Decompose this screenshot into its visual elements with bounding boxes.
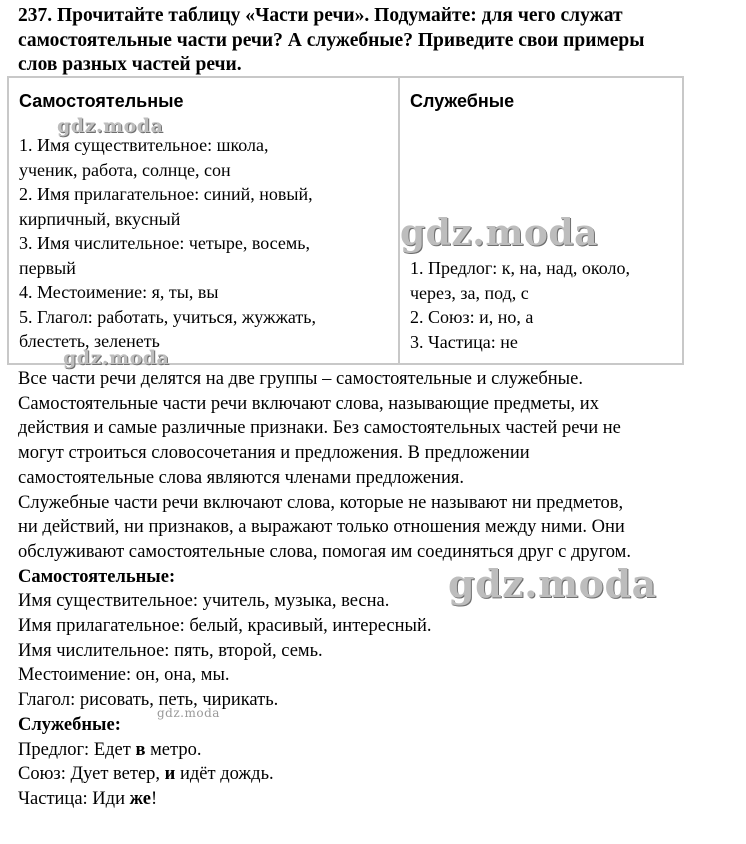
example-line: Имя прилагательное: белый, красивый, интересный. [18, 616, 432, 637]
table-line: через, за, под, с [410, 282, 529, 303]
example-suffix: ! [151, 788, 158, 809]
paragraph-line: Все части речи делятся на две группы – самостоятельные и служебные. [18, 369, 583, 389]
paragraph-line: самостоятельные слова являются членами предложения. [18, 467, 464, 488]
watermark: gdz.moda [400, 212, 598, 254]
heading-auxiliary: Служебные: [18, 714, 121, 735]
table-line: ученик, работа, солнце, сон [19, 159, 231, 180]
example-line: Местоимение: он, она, мы. [18, 665, 230, 686]
paragraph-line: Самостоятельные части речи включают слова, называющие предметы, их [18, 393, 599, 414]
paragraph-line: могут строиться словосочетания и предложения. В предложении [18, 443, 530, 464]
example-line [18, 762, 738, 787]
task-statement [18, 4, 738, 78]
example-line [18, 787, 738, 812]
table-line: 1. Имя существительное: школа, [19, 135, 269, 155]
watermark: gdz.moda [157, 706, 220, 720]
table-line: 5. Глагол: работать, учиться, жужжать, [19, 306, 316, 327]
paragraph-line: действия и самые различные признаки. Без самостоятельных частей речи не [18, 418, 621, 439]
example-prefix: Союз: Дует ветер, [18, 764, 165, 785]
example-line [18, 738, 738, 763]
parts-of-speech-table [7, 76, 684, 365]
table-line: 3. Имя числительное: четыре, восемь, [19, 233, 310, 253]
table-line: 1. Предлог: к, на, над, около, [410, 258, 630, 278]
table-line: первый [19, 257, 76, 278]
table-line: 2. Союз: и, но, а [410, 307, 534, 327]
example-suffix: идёт дождь. [175, 764, 274, 785]
example-line: Глагол: рисовать, петь, чирикать. [18, 690, 279, 711]
table-line: 2. Имя прилагательное: синий, новый, [19, 184, 313, 204]
watermark: gdz.moda [63, 347, 170, 369]
heading-independent: Самостоятельные: [18, 566, 176, 587]
example-line: Имя числительное: пять, второй, семь. [18, 640, 323, 661]
column-header-independent: Самостоятельные [19, 91, 184, 111]
independent-list [19, 133, 316, 354]
example-prefix: Частица: Иди [18, 788, 130, 809]
task-line: самостоятельные части речи? А служебные? Приведите свои примеры [18, 29, 645, 51]
table-column-independent [8, 77, 399, 364]
example-bold-word: же [129, 788, 151, 809]
table-line: кирпичный, вкусный [19, 208, 181, 229]
paragraph-line: ни действий, ни признаков, а выражают только отношения между ними. Они [18, 517, 625, 538]
table-column-auxiliary [399, 77, 683, 364]
paragraph-line: Служебные части речи включают слова, которые не называют ни предметов, [18, 492, 624, 513]
task-line: слов разных частей речи. [18, 54, 242, 75]
table-line: 3. Частица: не [410, 331, 518, 352]
answer-text [18, 367, 738, 812]
task-line: 237. Прочитайте таблицу «Части речи». Подумайте: для чего служат [18, 5, 623, 26]
watermark: gdz.moda [448, 561, 657, 606]
example-prefix: Предлог: Едет [18, 739, 136, 760]
column-header-auxiliary: Служебные [410, 91, 515, 111]
paragraph-line: обслуживают самостоятельные слова, помогая им соединяться друг с другом. [18, 541, 631, 562]
example-bold-word: и [164, 764, 176, 785]
example-suffix: метро. [145, 739, 202, 760]
watermark: gdz.moda [57, 115, 164, 137]
table-line: 4. Местоимение: я, ты, вы [19, 282, 219, 302]
example-bold-word: в [135, 739, 146, 760]
table-line: блестеть, зеленеть [19, 331, 160, 351]
auxiliary-list [410, 256, 630, 354]
example-line: Имя существительное: учитель, музыка, весна. [18, 591, 390, 612]
